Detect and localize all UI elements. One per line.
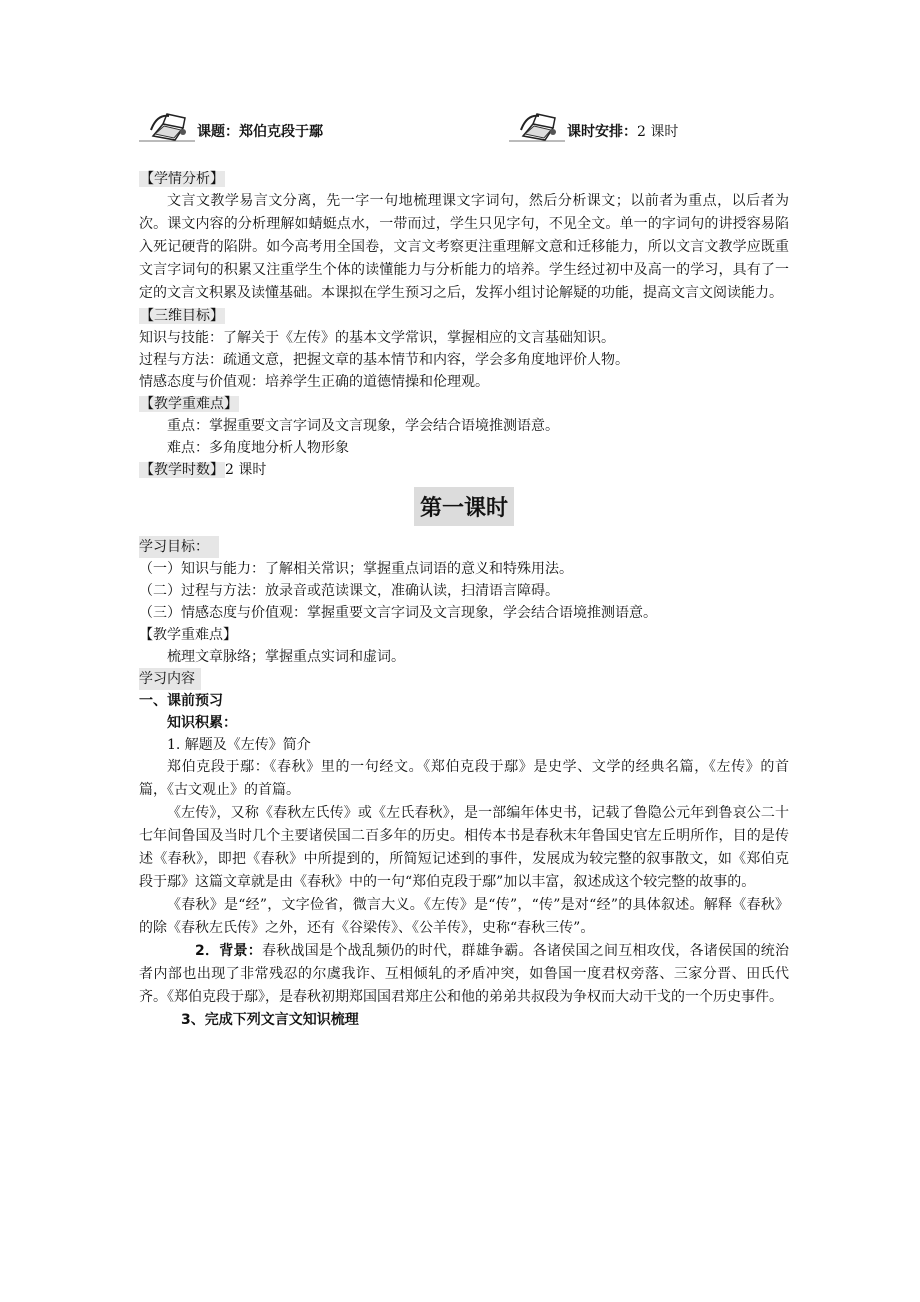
content-label: 学习内容 (139, 668, 789, 690)
section-tag-xueqing: 【学情分析】 (140, 171, 224, 187)
mubiao-line: 知识与技能：了解关于《左传》的基本文学常识，掌握相应的文言基础知识。 (139, 330, 615, 346)
section-tag-zhongnan: 【教学重难点】 (140, 396, 238, 412)
document-page (139, 110, 789, 1031)
book-icon (139, 110, 195, 144)
section-tag-zhongnan2: 【教学重难点】 (139, 627, 237, 643)
item1-title: 1. 解题及《左传》简介 (167, 737, 311, 753)
background-text: 春秋战国是个战乱频仍的时代，群雄争霸。各诸侯国之间互相攻伐，各诸侯国的统治者内部也出现了非常残忍的尔虞我诈、互相倾轧的矛盾冲突，如鲁国一度君权旁落、三家分晋、田氏代齐。《郑伯克段于鄢》，是春秋初期郑国国君郑庄公和他的弟弟共叔段为争权而大动干戈的一个历史事件。 (139, 943, 789, 1005)
goal-item: （一）知识与能力：了解相关常识；掌握重点词语的意义和特殊用法。 (139, 561, 573, 577)
goals-label: 学习目标： (139, 536, 789, 558)
book-icon (509, 110, 565, 144)
heading-knowledge: 知识积累： (167, 715, 237, 731)
mubiao-line: 情感态度与价值观：培养学生正确的道德情操和伦理观。 (139, 374, 489, 390)
goal-item: （二）过程与方法：放录音或范读课文，准确认读，扫清语言障碍。 (139, 583, 559, 599)
background-paragraph (139, 940, 789, 1009)
topic-label: 课题： (197, 124, 239, 140)
topic-value: 郑伯克段于鄢 (239, 124, 323, 140)
schedule-label: 课时安排： (567, 124, 637, 140)
heading-preview: 一、课前预习 (139, 693, 223, 709)
zhongnan2-text: 梳理文章脉络；掌握重点实词和虚词。 (167, 649, 405, 665)
intro-paragraph-2: 《左传》，又称《春秋左氏传》或《左氏春秋》，是一部编年体史书，记载了鲁隐公元年到鲁哀公二十七年间鲁国及当时几个主要诸侯国二百多年的历史。相传本书是春秋末年鲁国史官左丘明所作，目的是传述《春秋》，即把《春秋》中所提到的，所简短记述到的事件，发展成为较完整的叙事散文，如《郑伯克段于鄢》这篇文章就是由《春秋》中的一句“郑伯克段于鄢”加以丰富，叙述成这个较完整的故事的。 (139, 805, 789, 890)
document-header (139, 110, 789, 154)
header-topic (139, 110, 323, 144)
header-schedule (509, 110, 678, 144)
zhongnan-line: 难点：多角度地分析人物形象 (167, 440, 349, 456)
shishu-value: 2 课时 (225, 462, 267, 478)
xueqing-paragraph: 文言文教学易言文分离，先一字一句地梳理课文字词句，然后分析课文；以前者为重点，以后者为次。课文内容的分析理解如蜻蜓点水，一带而过，学生只见字句，不见全文。单一的字词句的讲授容易陷入死记硬背的陷阱。如今高考用全国卷，文言文考察更注重理解文意和迁移能力，所以文言文教学应既重文言字词句的积累又注重学生个体的读懂能力与分析能力的培养。学生经过初中及高一的学习，具有了一定的文言文积累及读懂基础。本课拟在学生预习之后，发挥小组讨论解疑的功能，提高文言文阅读能力。 (139, 193, 789, 301)
item3-heading: 3、完成下列文言文知识梳理 (181, 1012, 359, 1028)
intro-paragraph-1: 郑伯克段于鄢：《春秋》里的一句经文。《郑伯克段于鄢》是史学、文学的经典名篇，《左传》的首篇，《古文观止》的首篇。 (139, 759, 789, 798)
background-label: 2．背景： (195, 943, 262, 959)
lesson-title: 第一课时 (139, 487, 789, 526)
goal-item: （三）情感态度与价值观：掌握重要文言字词及文言现象，学会结合语境推测语意。 (139, 605, 657, 621)
mubiao-line: 过程与方法：疏通文意，把握文章的基本情节和内容，学会多角度地评价人物。 (139, 352, 629, 368)
schedule-value: 2 课时 (637, 124, 679, 140)
intro-paragraph-3: 《春秋》是“经”，文字俭省，微言大义。《左传》是“传”，“传”是对“经”的具体叙述。解释《春秋》的除《春秋左氏传》之外，还有《谷梁传》、《公羊传》，史称“春秋三传”。 (139, 897, 789, 936)
section-tag-mubiao: 【三维目标】 (140, 308, 224, 324)
section-tag-shishu: 【教学时数】2 课时 (140, 462, 267, 478)
zhongnan-line: 重点：掌握重要文言字词及文言现象，学会结合语境推测语意。 (167, 418, 559, 434)
